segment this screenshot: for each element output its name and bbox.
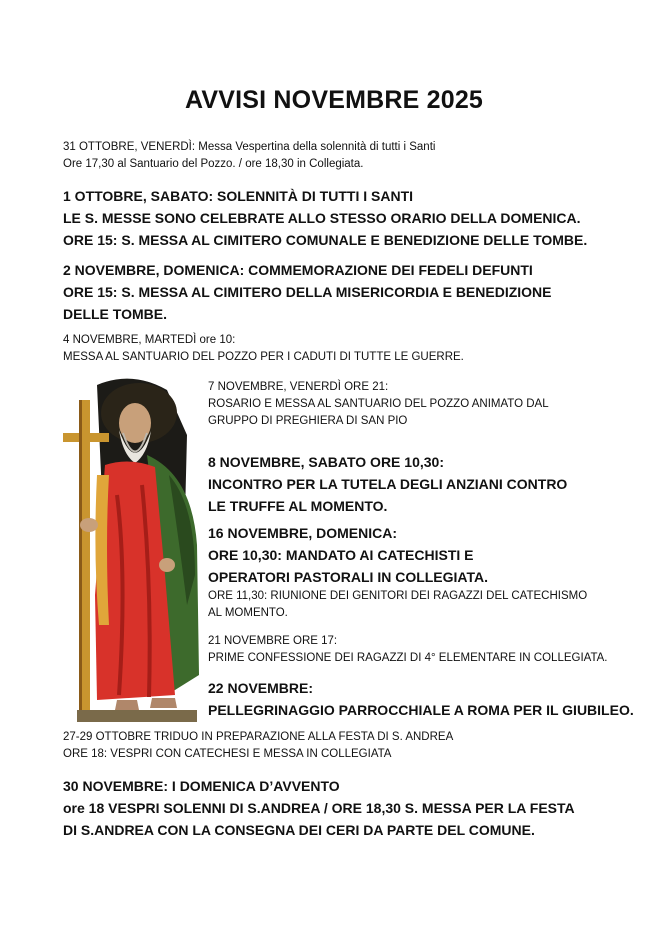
notice-line: 31 OTTOBRE, VENERDÌ: Messa Vespertina della solennità di tutti i Santi [63,141,436,153]
notice-line: ORE 10,30: MANDATO AI CATECHISTI E OPERATORI PASTORALI IN COLLEGIATA. [208,547,489,585]
notice-line: MESSA AL SANTUARIO DEL POZZO PER I CADUTI DI TUTTE LE GUERRE. [63,351,464,363]
notice-line: 4 NOVEMBRE, MARTEDÌ ore 10: [63,334,236,346]
notice-21-novembre [208,633,608,667]
notice-2-novembre [63,259,573,325]
notice-heading: 16 NOVEMBRE, DOMENICA: [208,525,398,541]
notice-line: INCONTRO PER LA TUTELA DEGLI ANZIANI CONTRO LE TRUFFE AL MOMENTO. [208,476,568,514]
saint-andrew-image [57,375,202,722]
notice-31-october [63,139,623,173]
saint-andrew-icon [57,375,202,722]
notice-16-novembre [208,522,608,622]
notice-line: PRIME CONFESSIONE DEI RAGAZZI DI 4° ELEMENTARE IN COLLEGIATA. [208,652,608,664]
notice-30-novembre [63,775,578,841]
notice-heading: 22 NOVEMBRE: [208,680,314,696]
notice-heading: 1 OTTOBRE, SABATO: SOLENNITÀ DI TUTTI I SANTI [63,188,414,204]
notice-line: ore 18 VESPRI SOLENNI DI S.ANDREA / ORE 18,30 S. MESSA PER LA FESTA DI S.ANDREA CON LA CONSEGNA DEI CERI DA PARTE DEL COMUNE. [63,800,575,838]
notice-line: ORE 11,30: RIUNIONE DEI GENITORI DEI RAGAZZI DEL CATECHISMO AL MOMENTO. [208,590,588,619]
notice-line: ORE 15: S. MESSA AL CIMITERO DELLA MISERICORDIA E BENEDIZIONE DELLE TOMBE. [63,284,552,322]
notice-line: ORE 15: S. MESSA AL CIMITERO COMUNALE E BENEDIZIONE DELLE TOMBE. [63,232,588,248]
notice-line: ROSARIO E MESSA AL SANTUARIO DEL POZZO ANIMATO DAL GRUPPO DI PREGHIERA DI SAN PIO [208,398,549,427]
notice-heading: 21 NOVEMBRE ORE 17: [208,635,338,647]
notice-triduo [63,729,623,763]
notice-line: PELLEGRINAGGIO PARROCCHIALE A ROMA PER IL GIUBILEO. [208,702,634,718]
notice-8-novembre [208,451,578,517]
notice-line: Ore 17,30 al Santuario del Pozzo. / ore 18,30 in Collegiata. [63,158,364,170]
notice-line: ORE 18: VESPRI CON CATECHESI E MESSA IN COLLEGIATA [63,748,392,760]
notice-heading: 30 NOVEMBRE: I DOMENICA D’AVVENTO [63,778,340,794]
notice-heading: 8 NOVEMBRE, SABATO ORE 10,30: [208,454,444,470]
notice-1-ottobre [63,185,623,251]
notice-7-novembre [208,379,608,430]
notice-22-novembre [208,677,634,721]
notice-heading: 7 NOVEMBRE, VENERDÌ ORE 21: [208,381,389,393]
page-title: AVVISI NOVEMBRE 2025 [184,86,484,114]
notice-4-novembre [63,332,623,366]
notice-heading: 2 NOVEMBRE, DOMENICA: COMMEMORAZIONE DEI FEDELI DEFUNTI [63,262,533,278]
notice-heading: 27-29 OTTOBRE TRIDUO IN PREPARAZIONE ALLA FESTA DI S. ANDREA [63,731,454,743]
notice-line: LE S. MESSE SONO CELEBRATE ALLO STESSO ORARIO DELLA DOMENICA. [63,210,581,226]
